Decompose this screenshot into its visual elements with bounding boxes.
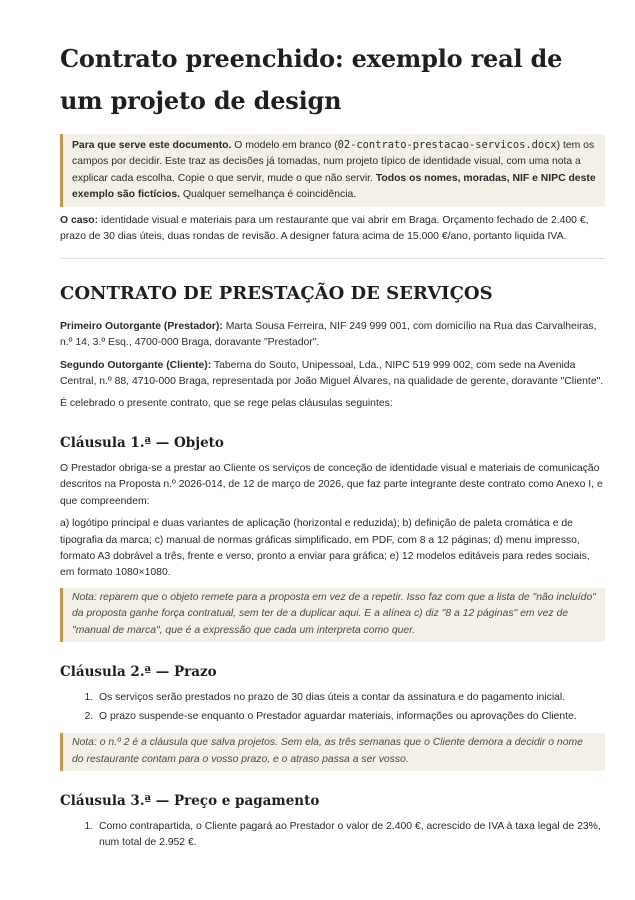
intro-text-3: Qualquer semelhança é coincidência. xyxy=(180,189,357,201)
clause-1-note-text: Nota: reparem que o objeto remete para a proposta em vez de a repetir. Isso faz com que a lista de "não incluído" da proposta ganhe força contratual, sem ter de a duplicar aqui. E a alínea c) diz "8 a 12 páginas" em vez de "manual de marca", que é a expressão que cada um interpreta como quer. xyxy=(72,591,596,636)
clause-3-list xyxy=(60,819,605,852)
clause-2-note xyxy=(60,733,605,771)
case-paragraph xyxy=(60,213,605,246)
intro-label: Para que serve este documento. xyxy=(72,140,232,151)
second-party-label: Segundo Outorgante (Cliente): xyxy=(60,359,212,371)
clause-1-heading: Cláusula 1.ª — Objeto xyxy=(60,434,224,451)
list-item: 1. Os serviços serão prestados no prazo de 30 dias úteis a contar da assinatura e do pagamento inicial. xyxy=(96,690,605,706)
intro-paragraph xyxy=(72,137,597,204)
first-party-label: Primeiro Outorgante (Prestador): xyxy=(60,320,223,332)
clause-1-note xyxy=(60,588,605,642)
fictitious-disclaimer: Todos os nomes, moradas, NIF e NIPC deste exemplo são fictícios. xyxy=(72,172,596,201)
clause-1-paragraph-1: O Prestador obriga-se a prestar ao Cliente os serviços de conceção de identidade visual e materiais de comunicação descritos na Proposta n.º 2026-014, de 12 de março de 2026, que faz parte integrante deste contrato como Anexo I, e que compreendem: xyxy=(60,462,603,507)
intro-text-2: ) tem os campos por decidir. Este traz as decisões já tomadas, num projeto típico de identidade visual, com uma nota a explicar cada escolha. Copie o que servir, mude o que não servir. xyxy=(72,140,595,184)
clause-1-paragraph-2: a) logótipo principal e duas variantes de aplicação (horizontal e reduzida); b) definição de paleta cromática e de tipografia da marca; c) manual de normas gráficas simplificado, em PDF, com 8 a 12 páginas; d) menu impresso, formato A3 dobrável a três, frente e verso, pronto a enviar para gráfica; e) 12 modelos editáveis para redes sociais, em formato 1080×1080. xyxy=(60,518,590,579)
section-divider xyxy=(60,258,605,259)
clause-2-list xyxy=(60,690,605,725)
first-party-text: Marta Sousa Ferreira, NIF 249 999 001, com domicílio na Rua das Carvalheiras, n.º 14, 3.º Esq., 4700-000 Braga, doravante "Prestador". xyxy=(60,320,597,349)
template-filename: 02-contrato-prestacao-servicos.docx xyxy=(337,139,557,151)
case-label: O caso: xyxy=(60,214,99,226)
clause-2-heading: Cláusula 2.ª — Prazo xyxy=(60,664,217,681)
intro-callout xyxy=(60,134,605,207)
intro-text-1: O modelo em branco ( xyxy=(231,140,338,151)
list-item: 2. O prazo suspende-se enquanto o Prestador aguardar materiais, informações ou aprovações do Cliente. xyxy=(96,709,605,725)
list-item: 1. Como contrapartida, o Cliente pagará ao Prestador o valor de 2.400 €, acrescido de IVA à taxa legal de 23%, num total de 2.952 €. xyxy=(96,819,605,852)
case-text: identidade visual e materiais para um restaurante que vai abrir em Braga. Orçamento fechado de 2.400 €, prazo de 30 dias úteis, duas rondas de revisão. A designer fatura acima de 15.000 €/ano, portanto liquida IVA. xyxy=(60,214,589,243)
clause-3-heading: Cláusula 3.ª — Preço e pagamento xyxy=(60,792,320,809)
second-party-text: Taberna do Souto, Unipessoal, Lda., NIPC 519 999 002, com sede na Avenida Central, n.º 88, 4710-000 Braga, representada por João Miguel Álvares, na qualidade de gerente, doravante "Cliente". xyxy=(60,359,604,387)
second-party-paragraph xyxy=(60,358,605,391)
clause-2-note-text: Nota: o n.º 2 é a cláusula que salva projetos. Sem ela, as três semanas que o Cliente demora a decidir o nome do restaurante contam para o vosso prazo, e o atraso passa a ser vosso. xyxy=(72,737,583,765)
contract-title: CONTRATO DE PRESTAÇÃO DE SERVIÇOS xyxy=(60,282,493,304)
page-title: Contrato preenchido: exemplo real de um projeto de design xyxy=(60,44,563,115)
celebration-paragraph: É celebrado o presente contrato, que se rege pelas cláusulas seguintes: xyxy=(60,398,393,410)
first-party-paragraph xyxy=(60,319,605,352)
